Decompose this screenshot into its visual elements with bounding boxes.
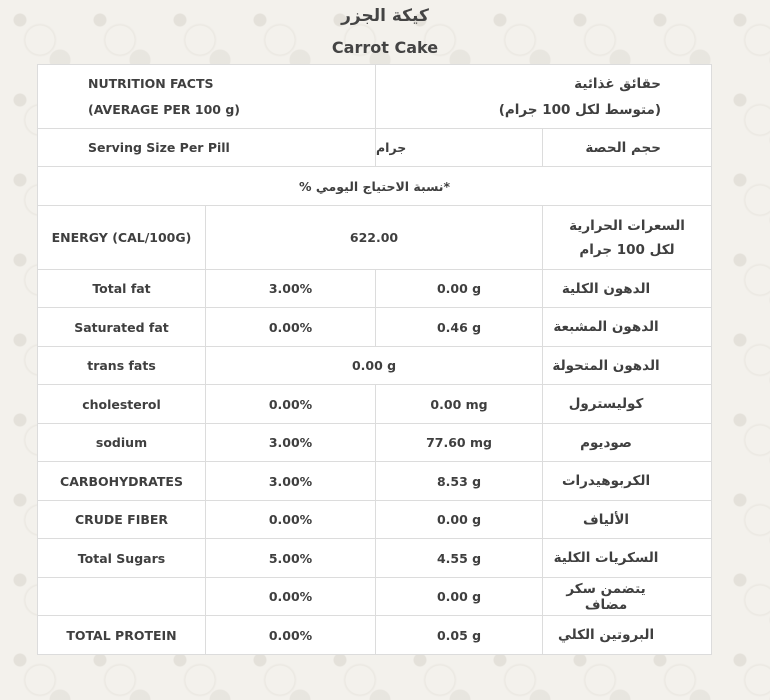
nutrition-table xyxy=(37,64,712,655)
nutrient-percent: 0.00% xyxy=(206,385,376,424)
header-row xyxy=(38,65,712,129)
nutrient-percent: 3.00% xyxy=(206,462,376,501)
nutrient-name-en: CRUDE FIBER xyxy=(38,501,206,539)
daily-value-row xyxy=(38,167,712,206)
nutrient-percent: 0.00% xyxy=(206,578,376,616)
nutrient-amount: 0.00 g xyxy=(376,270,543,308)
nutrient-name-ar: السكريات الكلية xyxy=(543,539,712,578)
nutrient-percent: 3.00% xyxy=(206,270,376,308)
nutrient-name-ar: كوليسترول xyxy=(543,385,712,424)
nutrient-amount: 77.60 mg xyxy=(376,424,543,462)
nutrient-amount: 0.00 mg xyxy=(376,385,543,424)
nutrient-amount: 4.55 g xyxy=(376,539,543,578)
table-row xyxy=(38,539,712,578)
header-en-line2: (AVERAGE PER 100 g) xyxy=(88,101,240,117)
energy-ar-line1: السعرات الحرارية xyxy=(569,217,685,234)
serving-value: جرام xyxy=(376,129,543,167)
header-english xyxy=(38,65,376,129)
energy-value: 622.00 xyxy=(206,206,543,270)
table-row xyxy=(38,347,712,385)
nutrient-name-ar: الألياف xyxy=(543,501,712,539)
nutrient-percent: 0.00% xyxy=(206,501,376,539)
nutrient-amount: 0.46 g xyxy=(376,308,543,347)
nutrient-name-en: TOTAL PROTEIN xyxy=(38,616,206,655)
nutrient-percent: 0.00% xyxy=(206,308,376,347)
table-row xyxy=(38,424,712,462)
table-row xyxy=(38,270,712,308)
nutrient-amount: 0.00 g xyxy=(376,578,543,616)
table-row xyxy=(38,616,712,655)
table-row xyxy=(38,578,712,616)
page-title-arabic: كيكة الجزر xyxy=(341,6,429,26)
serving-label-ar: حجم الحصة xyxy=(543,129,712,167)
energy-ar-line2: لكل 100 جرام xyxy=(579,241,675,258)
table-row xyxy=(38,385,712,424)
nutrient-name-ar: الدهون الكلية xyxy=(543,270,712,308)
table-row xyxy=(38,462,712,501)
nutrient-percent: 3.00% xyxy=(206,424,376,462)
nutrient-name-ar: يتضمن سكر مضاف xyxy=(543,578,712,616)
nutrient-name-ar: صوديوم xyxy=(543,424,712,462)
header-en-line1: NUTRITION FACTS xyxy=(88,75,214,91)
nutrient-name-en: sodium xyxy=(38,424,206,462)
nutrient-name-en xyxy=(38,578,206,616)
table-row xyxy=(38,308,712,347)
nutrient-percent: 5.00% xyxy=(206,539,376,578)
nutrient-amount: 8.53 g xyxy=(376,462,543,501)
nutrient-name-ar: البروتين الكلي xyxy=(543,616,712,655)
table-row xyxy=(38,501,712,539)
nutrient-name-en: cholesterol xyxy=(38,385,206,424)
nutrient-name-ar: الدهون المتحولة xyxy=(543,347,712,385)
nutrient-name-en: trans fats xyxy=(38,347,206,385)
page-title-english: Carrot Cake xyxy=(331,38,439,57)
energy-label-en: ENERGY (CAL/100G) xyxy=(38,206,206,270)
energy-row xyxy=(38,206,712,270)
nutrient-amount: 0.00 g xyxy=(206,347,543,385)
serving-row xyxy=(38,129,712,167)
nutrient-name-en: Total Sugars xyxy=(38,539,206,578)
serving-label-en: Serving Size Per Pill xyxy=(38,129,376,167)
energy-label-ar xyxy=(543,206,712,270)
header-arabic xyxy=(376,65,712,129)
nutrient-name-en: Saturated fat xyxy=(38,308,206,347)
nutrient-name-ar: الكربوهيدرات xyxy=(543,462,712,501)
header-ar-line2: (متوسط لكل 100 جرام) xyxy=(498,101,662,118)
nutrient-name-en: Total fat xyxy=(38,270,206,308)
nutrient-name-en: CARBOHYDRATES xyxy=(38,462,206,501)
nutrient-amount: 0.00 g xyxy=(376,501,543,539)
nutrient-percent: 0.00% xyxy=(206,616,376,655)
nutrient-name-ar: الدهون المشبعة xyxy=(543,308,712,347)
daily-value-note: *نسبة الاحتياج اليومي % xyxy=(38,167,712,206)
header-ar-line1: حقائق غذائية xyxy=(574,75,662,92)
nutrient-amount: 0.05 g xyxy=(376,616,543,655)
